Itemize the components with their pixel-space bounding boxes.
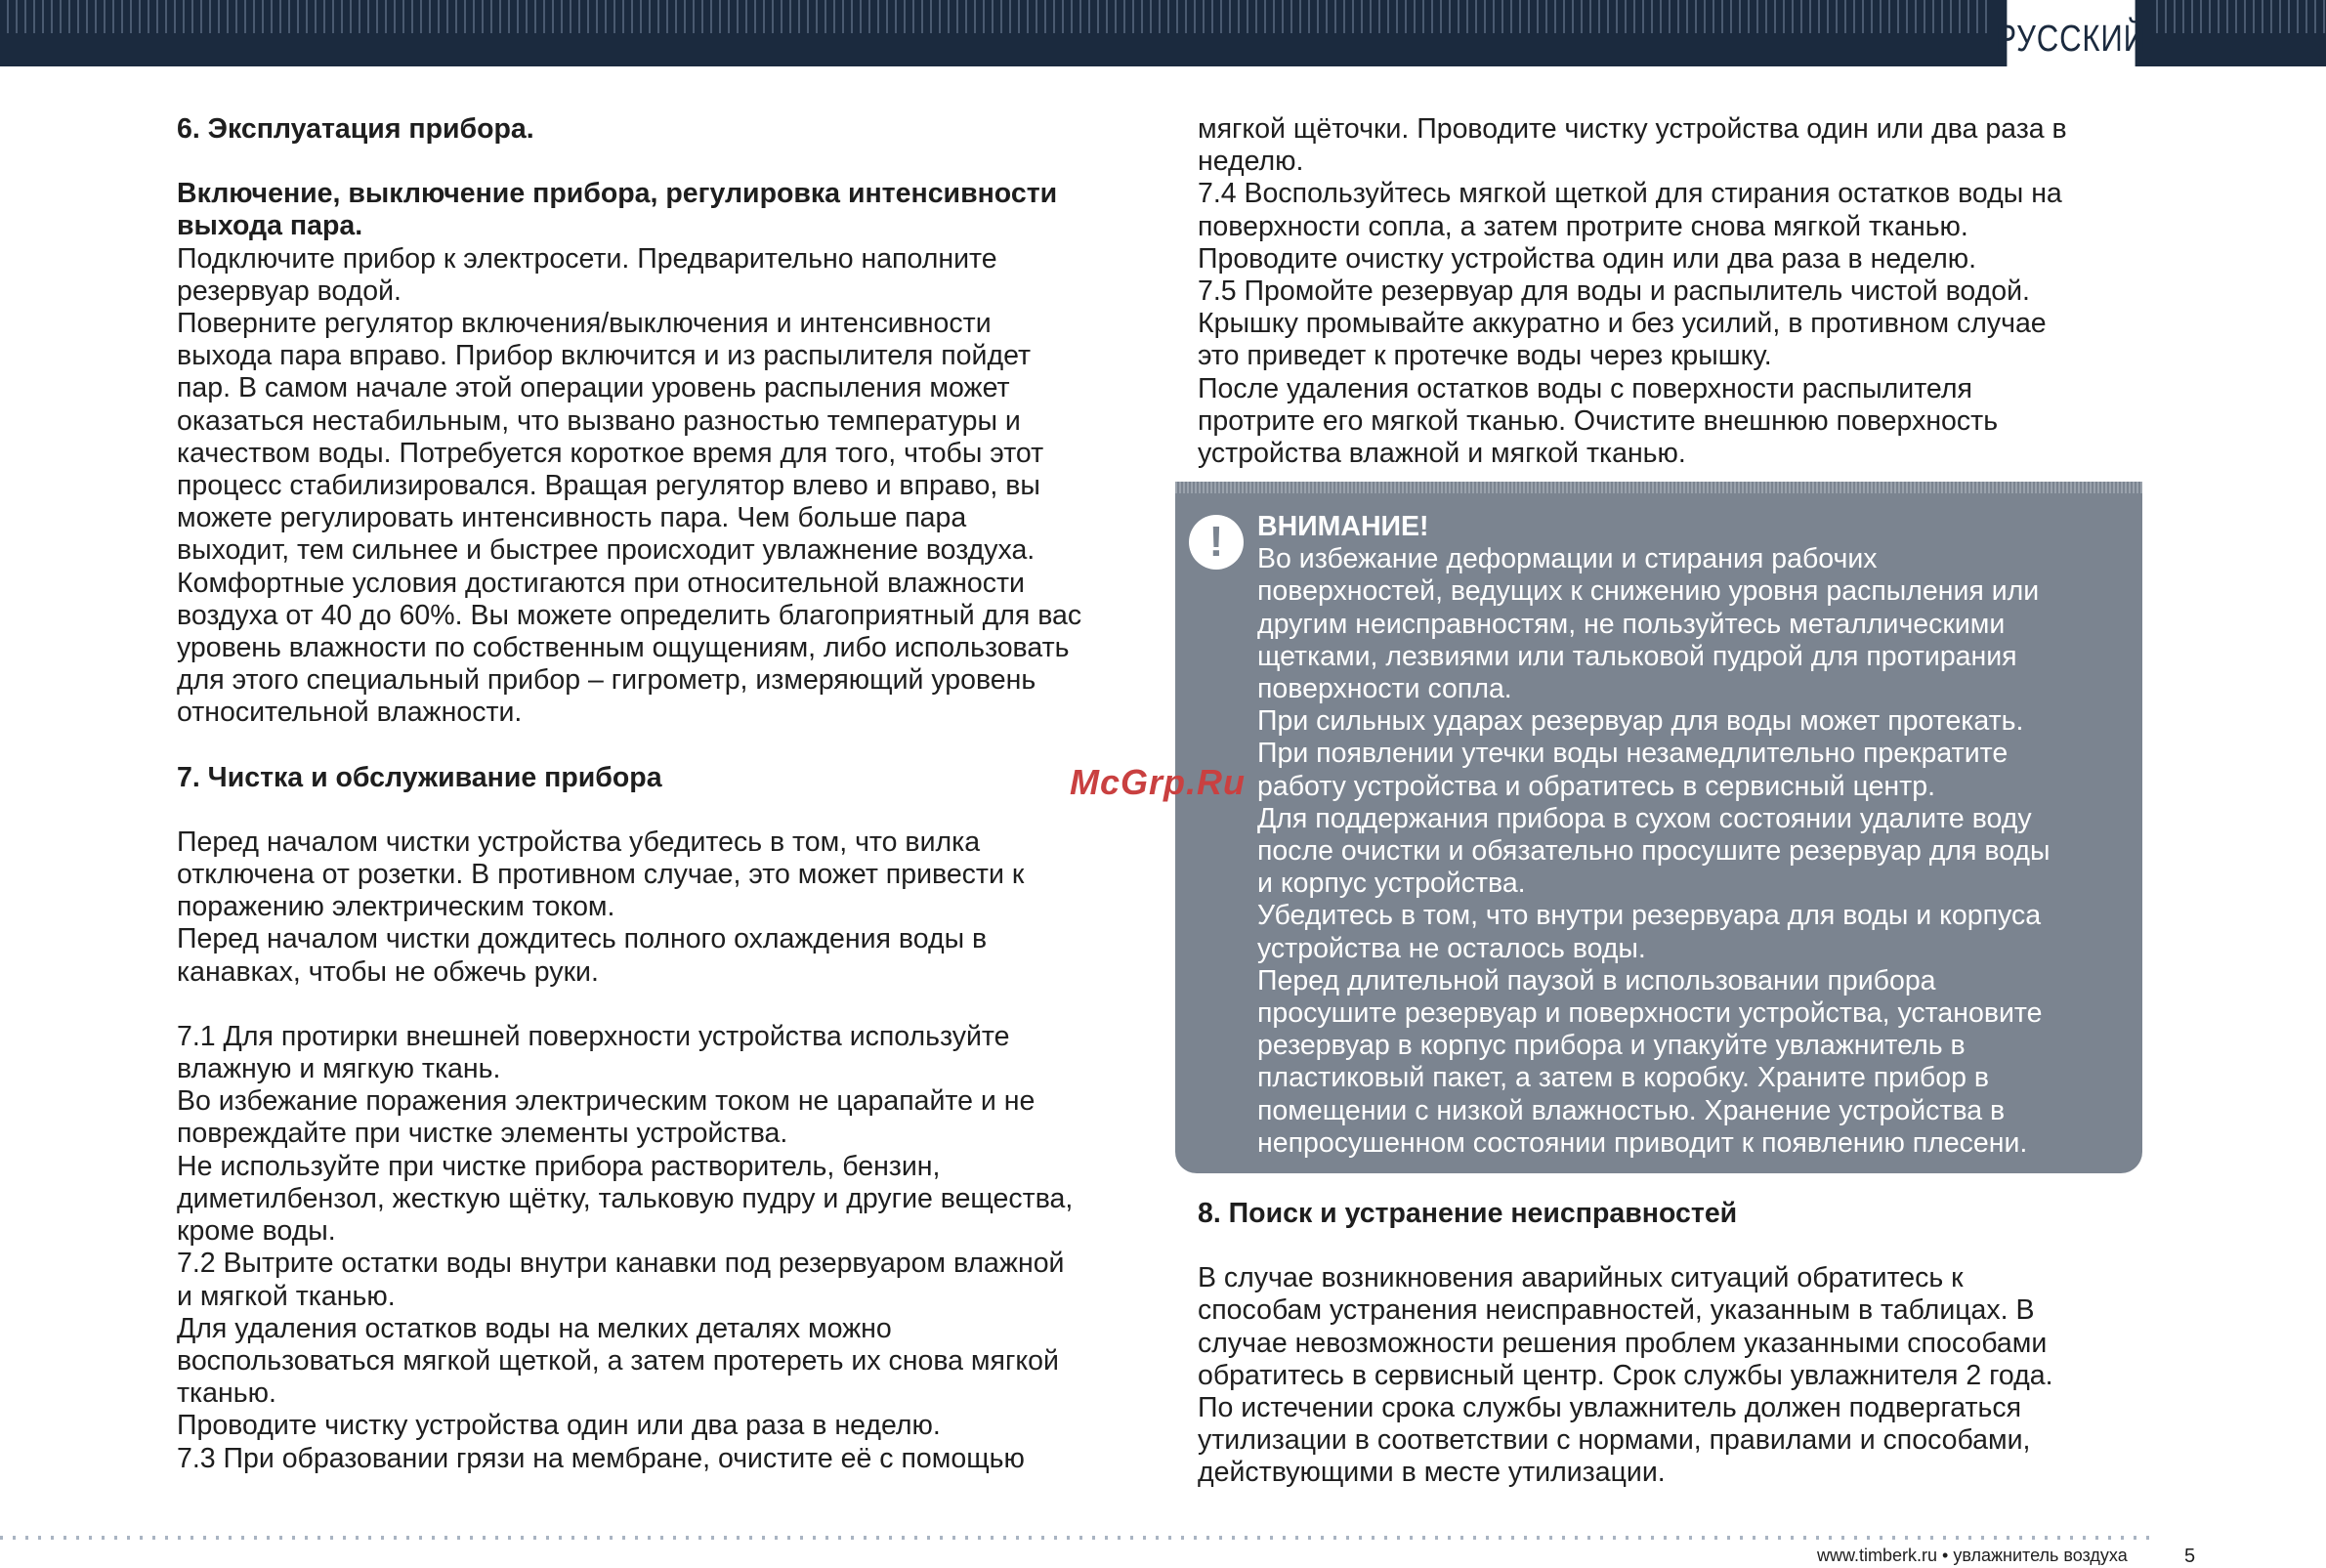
text-line: и корпус устройства. <box>1257 868 1526 900</box>
text-line: утилизации в соответствии с нормами, правилами и способами, <box>1198 1424 2031 1457</box>
text-line: Комфортные условия достигаются при относительной влажности <box>177 567 1025 599</box>
text-line: выхода пара вправо. Прибор включится и из распылителя пойдет <box>177 340 1032 372</box>
language-label: РУССКИЙ <box>2007 0 2135 78</box>
text-line: 7.1 Для протирки внешней поверхности устройства используйте <box>177 1020 1010 1052</box>
section-6-body <box>177 243 1124 730</box>
text-line: канавках, чтобы не обжечь руки. <box>177 955 599 988</box>
text-line: При сильных ударах резервуар для воды может протекать. <box>1257 705 2024 738</box>
text-line: Перед началом чистки устройства убедитесь в том, что вилка <box>177 826 981 858</box>
section-8-body <box>1198 1262 2136 1489</box>
footer-dotted-line <box>0 1536 2159 1540</box>
text-line: просушите резервуар и поверхности устройства, установите <box>1257 997 2043 1030</box>
top-bar-stripes <box>0 0 1993 33</box>
footer-site: www.timberk.ru • увлажнитель воздуха <box>1817 1546 2128 1565</box>
page-number: 5 <box>2184 1546 2196 1567</box>
warning-body <box>1257 543 2117 1160</box>
text-line: работу устройства и обратитесь в сервисный центр. <box>1257 770 1935 802</box>
text-line: щетками, лезвиями или тальковой пудрой для протирания <box>1257 640 2017 672</box>
text-line: неделю. <box>1198 146 1304 178</box>
text-line: Для удаления остатков воды на мелких деталях можно <box>177 1312 892 1344</box>
text-line: При появлении утечки воды незамедлительно прекратите <box>1257 738 2009 770</box>
text-line: Поверните регулятор включения/выключения и интенсивности <box>177 308 992 340</box>
text-line: резервуар в корпус прибора и упакуйте увлажнитель в <box>1257 1030 1966 1062</box>
warning-hatch <box>1175 482 2142 493</box>
text-line: повреждайте при чистке элементы устройства. <box>177 1118 788 1150</box>
text-line: устройства влажной и мягкой тканью. <box>1198 438 1686 470</box>
text-line: относительной влажности. <box>177 697 523 729</box>
text-line: случае невозможности решения проблем указанными способами <box>1198 1327 2048 1359</box>
text-line: резервуар водой. <box>177 275 402 307</box>
text-line: для этого специальный прибор – гигрометр, измеряющий уровень <box>177 664 1036 697</box>
text-line: 7.4 Воспользуйтесь мягкой щеткой для стирания остатков воды на <box>1198 178 2062 210</box>
text-line: мягкой щёточки. Проводите чистку устройства один или два раза в <box>1198 113 2067 145</box>
text-line: другим неисправностям, не пользуйтесь металлическими <box>1257 608 2006 640</box>
text-line: воздуха от 40 до 60%. Вы можете определить благоприятный для вас <box>177 599 1082 631</box>
text-line: 7.2 Вытрите остатки воды внутри канавки под резервуаром влажной <box>177 1248 1065 1280</box>
text-line: Проводите чистку устройства один или два раза в неделю. <box>177 1410 941 1442</box>
text-line: 7.5 Промойте резервуар для воды и распылитель чистой водой. <box>1198 275 2030 308</box>
text-line: уровень влажности по собственным ощущениям, либо использовать <box>177 632 1070 664</box>
text-line: обратитесь в сервисный центр. Срок службы увлажнителя 2 года. <box>1198 1359 2053 1391</box>
text-line: действующими в месте утилизации. <box>1198 1457 1666 1489</box>
text-line: поверхности сопла, а затем протрите снова мягкой тканью. <box>1198 210 1968 242</box>
text-line: отключена от розетки. В противном случае, это может привести к <box>177 859 1025 891</box>
text-line: тканью. <box>177 1377 276 1410</box>
warning-text <box>1257 511 2117 1160</box>
text-line: выходит, тем сильнее и быстрее происходит увлажнение воздуха. <box>177 534 1036 567</box>
section-6-subtitle-1: Включение, выключение прибора, регулировка интенсивности <box>177 178 1058 210</box>
watermark: McGrp.Ru <box>1070 762 1247 802</box>
text-line: диметилбензол, жесткую щётку, тальковую пудру и другие вещества, <box>177 1182 1074 1214</box>
exclamation-icon: ! <box>1189 515 1244 570</box>
text-line: По истечении срока службы увлажнитель должен подвергаться <box>1198 1392 2022 1424</box>
text-line: Убедитесь в том, что внутри резервуара для воды и корпуса <box>1257 900 2042 932</box>
text-line: поражению электрическим током. <box>177 891 615 923</box>
text-line: воспользоваться мягкой щеткой, а затем протереть их снова мягкой <box>177 1344 1059 1377</box>
section-6-subtitle-2: выхода пара. <box>177 210 363 242</box>
section-6-title: 6. Эксплуатация прибора. <box>177 113 534 145</box>
text-line: кроме воды. <box>177 1215 336 1248</box>
text-line: непросушенном состоянии приводит к появлению плесени. <box>1257 1126 2028 1159</box>
text-line: можете регулировать интенсивность пара. Чем больше пара <box>177 502 967 534</box>
section-7-intro <box>177 826 1124 989</box>
text-line: это приведет к протечке воды через крышку. <box>1198 340 1772 372</box>
warning-box <box>1175 482 2142 1173</box>
text-line: Подключите прибор к электросети. Предварительно наполните <box>177 242 997 275</box>
section-7-continued <box>1198 113 2136 470</box>
text-line: Крышку промывайте аккуратно и без усилий, в противном случае <box>1198 308 2047 340</box>
left-column <box>177 113 1124 1475</box>
text-line: после очистки и обязательно просушите резервуар для воды <box>1257 835 2051 868</box>
text-line: устройства не осталось воды. <box>1257 932 1646 964</box>
text-line: поверхностей, ведущих к снижению уровня распыления или <box>1257 575 2040 608</box>
warning-title: ВНИМАНИЕ! <box>1257 511 1429 542</box>
text-line: оказаться нестабильным, что вызвано разностью температуры и <box>177 404 1021 437</box>
text-line: процесс стабилизировался. Вращая регулятор влево и вправо, вы <box>177 470 1040 502</box>
text-line: пар. В самом начале этой операции уровень распыления может <box>177 372 1010 404</box>
section-8 <box>1198 1198 2136 1490</box>
text-line: Для поддержания прибора в сухом состоянии удалите воду <box>1257 802 2032 834</box>
right-column <box>1198 113 2136 470</box>
text-line: Перед длительной паузой в использовании прибора <box>1257 964 1936 996</box>
text-line: Перед началом чистки дождитесь полного охлаждения воды в <box>177 923 988 955</box>
section-7-title: 7. Чистка и обслуживание прибора <box>177 761 662 793</box>
section-8-title: 8. Поиск и устранение неисправностей <box>1198 1198 1738 1229</box>
top-bar-stripes-right <box>2149 0 2326 33</box>
text-line: Не используйте при чистке прибора растворитель, бензин, <box>177 1150 941 1182</box>
text-line: поверхности сопла. <box>1257 673 1512 705</box>
text-line: 7.3 При образовании грязи на мембране, очистите её с помощью <box>177 1442 1025 1474</box>
text-line: В случае возникновения аварийных ситуаций обратитесь к <box>1198 1262 1964 1294</box>
text-line: протрите его мягкой тканью. Очистите внешнюю поверхность <box>1198 404 1999 437</box>
text-line: Проводите очистку устройства один или два раза в неделю. <box>1198 242 1977 275</box>
text-line: качеством воды. Потребуется короткое время для того, чтобы этот <box>177 437 1044 469</box>
text-line: способам устранения неисправностей, указанным в таблицах. В <box>1198 1294 2035 1327</box>
text-line: влажную и мягкую ткань. <box>177 1053 501 1085</box>
text-line: помещении с низкой влажностью. Хранение устройства в <box>1257 1094 2006 1126</box>
text-line: и мягкой тканью. <box>177 1280 396 1312</box>
text-line: Во избежание поражения электрическим током не царапайте и не <box>177 1085 1036 1118</box>
text-line: Во избежание деформации и стирания рабочих <box>1257 543 1878 575</box>
text-line: После удаления остатков воды с поверхности распылителя <box>1198 372 1972 404</box>
top-bar <box>0 0 2326 66</box>
text-line: пластиковый пакет, а затем в коробку. Храните прибор в <box>1257 1062 1990 1094</box>
section-7-steps <box>177 1021 1124 1475</box>
